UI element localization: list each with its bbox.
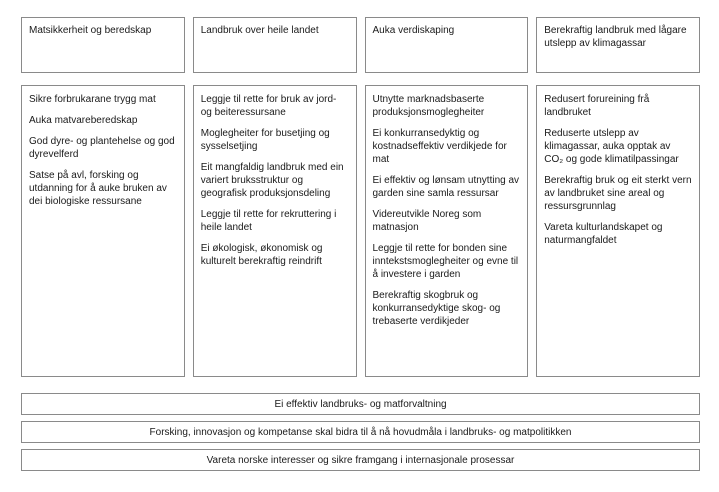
cross-cutting-goal-bar-research: Forsking, innovasjon og kompetanse skal bidra til å nå hovudmåla i landbruks- og matpolitikken <box>21 421 700 443</box>
cross-cutting-goal-bar-international: Vareta norske interesser og sikre framgang i internasjonale prosessar <box>21 449 700 471</box>
sub-goals-row <box>21 85 700 377</box>
main-goal-header-agriculture-nationwide <box>193 17 357 73</box>
sub-goal-item: Utnytte marknadsbaserte produksjonsmoglegheiter <box>372 94 485 118</box>
sub-goal-item: Vareta kulturlandskapet og naturmangfaldet <box>544 222 663 246</box>
main-goal-header-value-creation <box>365 17 529 73</box>
sub-goal-item: Leggje til rette for rekruttering i heile landet <box>200 209 337 233</box>
sub-goal-item: Berekraftig bruk og eit sterkt vern av landbruket sine areal og ressursgrunnlag <box>544 175 692 212</box>
sub-goal-item: Leggje til rette for bruk av jord- og beiteressursane <box>200 94 337 118</box>
main-goal-header-label: Matsikkerheit og beredskap <box>29 25 152 36</box>
sub-goal-item: Moglegheiter for busetjing og sysselsetjing <box>200 128 330 152</box>
main-goal-header-label: Landbruk over heile landet <box>200 25 319 36</box>
sub-goal-item: Berekraftig skogbruk og konkurransedyktige skog- og trebaserte verdikjeder <box>372 290 501 327</box>
main-goal-header-label: Berekraftig landbruk med lågare utslepp av klimagassar <box>544 25 687 49</box>
sub-goal-item: Auka matvareberedskap <box>29 115 138 126</box>
sub-goal-item: God dyre- og plantehelse og god dyrevelferd <box>29 136 175 160</box>
sub-goals-list-value-creation <box>365 85 529 377</box>
main-goal-header-food-security <box>21 17 185 73</box>
main-goal-header-label: Auka verdiskaping <box>372 25 455 36</box>
main-goal-header-sustainable-agriculture <box>536 17 700 73</box>
sub-goals-list-food-security <box>21 85 185 377</box>
sub-goal-item: Leggje til rette for bonden sine inntekstsmoglegheiter og evne til å investere i garden <box>372 243 519 280</box>
main-goals-header-row <box>21 17 700 73</box>
sub-goals-list-sustainable-agriculture <box>536 85 700 377</box>
sub-goal-item: Eit mangfaldig landbruk med ein variert bruksstruktur og geografisk produksjonsdeling <box>200 162 344 199</box>
cross-cutting-goal-bar-administration: Ei effektiv landbruks- og matforvaltning <box>21 393 700 415</box>
sub-goal-item: Ei konkurransedyktig og kostnadseffektiv verdikjede for mat <box>372 128 507 165</box>
sub-goal-item: Reduserte utslepp av klimagassar, auka opptak av CO₂ og gode klimatilpassingar <box>544 128 679 165</box>
sub-goal-item: Sikre forbrukarane trygg mat <box>29 94 156 105</box>
sub-goal-item: Ei effektiv og lønsam utnytting av garden sine samla ressursar <box>372 175 520 199</box>
sub-goals-list-agriculture-nationwide <box>193 85 357 377</box>
sub-goal-item: Ei økologisk, økonomisk og kulturelt berekraftig reindrift <box>200 243 323 267</box>
sub-goal-item: Redusert forureining frå landbruket <box>544 94 650 118</box>
sub-goal-item: Videreutvikle Noreg som matnasjon <box>372 209 482 233</box>
sub-goal-item: Satse på avl, forsking og utdanning for å auke bruken av dei biologiske ressursane <box>29 170 167 207</box>
